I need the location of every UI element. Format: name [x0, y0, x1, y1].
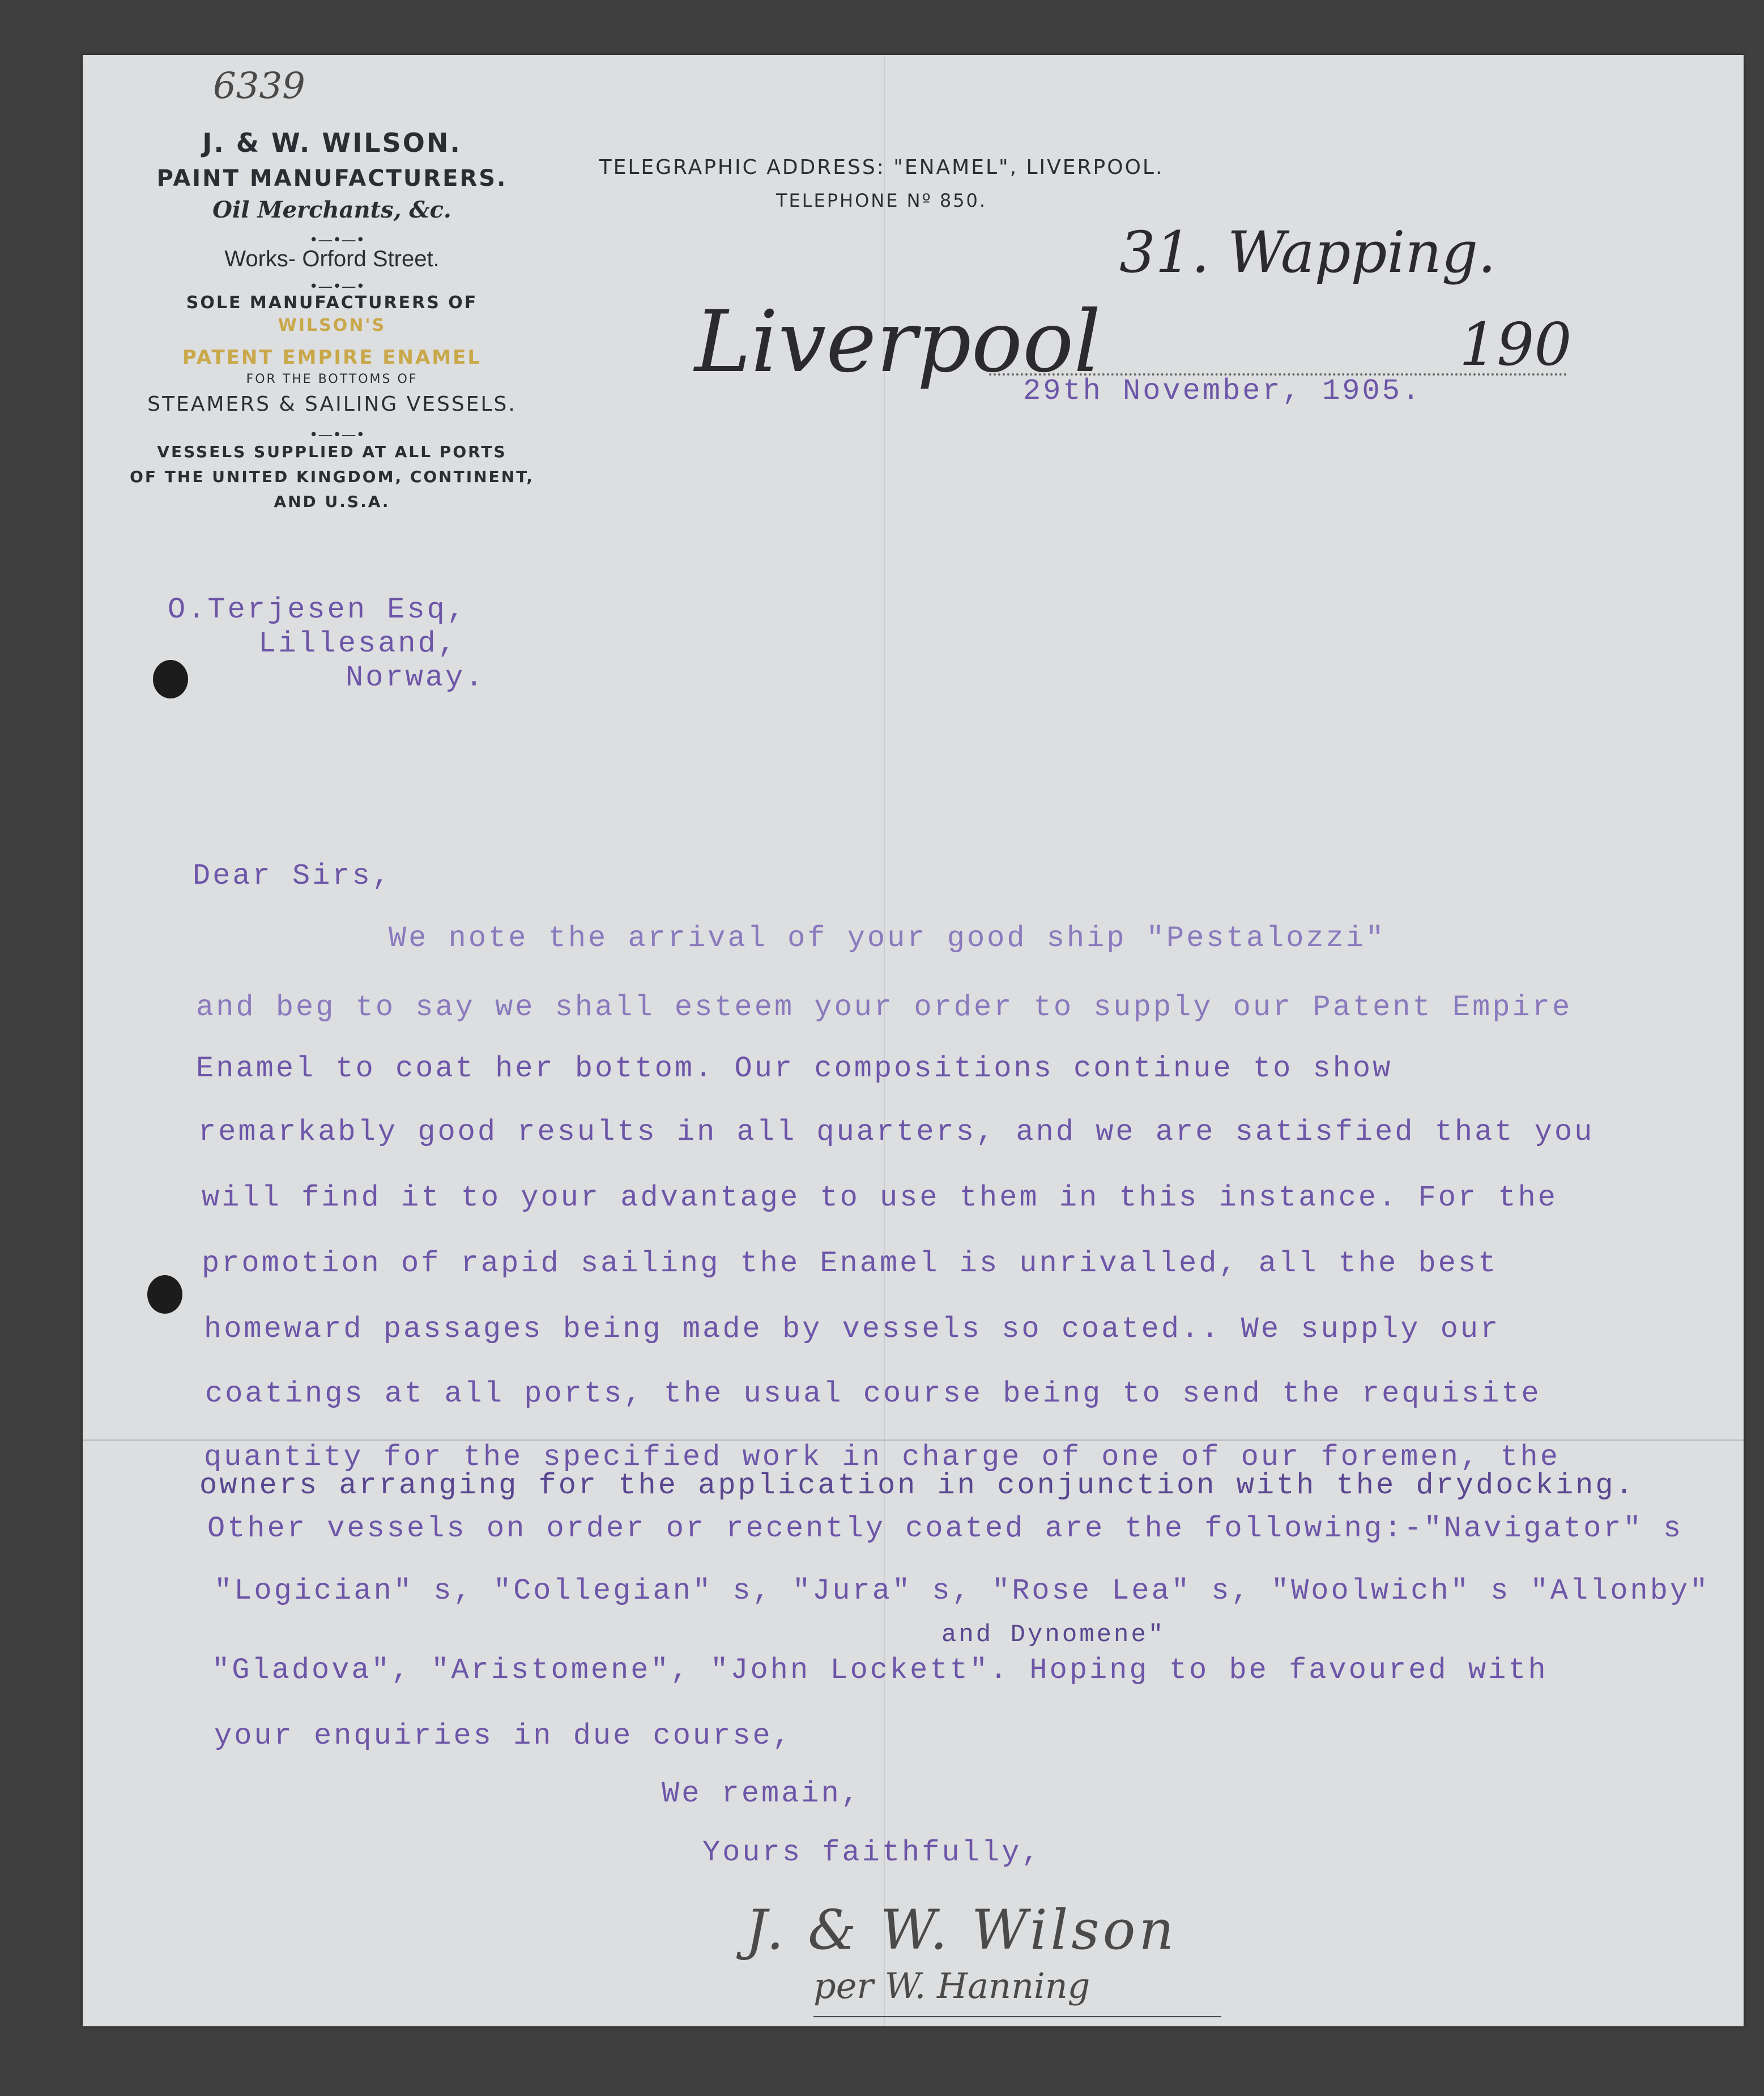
street-address: 31. Wapping. [1119, 219, 1496, 286]
ports-line-2: OF THE UNITED KINGDOM, CONTINENT, [130, 467, 534, 486]
ornament-divider: •—•—• [309, 232, 365, 249]
ornament-divider: •—•—• [309, 278, 365, 295]
recipient-town: Lillesand, [258, 627, 458, 661]
punch-hole [147, 1275, 182, 1314]
city-name: Liverpool [694, 293, 1101, 391]
brand-name: WILSON'S [278, 316, 386, 335]
closing-faithfully: Yours faithfully, [702, 1836, 1042, 1869]
body-line: your enquiries in due course, [214, 1719, 792, 1753]
company-trade: PAINT MANUFACTURERS. [156, 165, 508, 191]
ornament-divider: •—•—• [309, 427, 365, 444]
ports-line-1: VESSELS SUPPLIED AT ALL PORTS [157, 442, 507, 461]
ports-line-3: AND U.S.A. [274, 492, 390, 511]
body-line: quantity for the specified work in charge of one of our foremen, the [204, 1441, 1560, 1474]
body-line: "Logician" s, "Collegian" s, "Jura" s, "Rose Lea" s, "Woolwich" s "Allonby" [214, 1574, 1710, 1608]
telephone-number: TELEPHONE Nº 850. [776, 190, 987, 211]
signature-underline [813, 2016, 1221, 2017]
body-line: We note the arrival of your good ship "Pestalozzi" [389, 922, 1386, 955]
body-line: owners arranging for the application in conjunction with the drydocking. [199, 1469, 1635, 1502]
for-bottoms: FOR THE BOTTOMS OF [246, 372, 418, 386]
punch-hole [153, 660, 188, 698]
recipient-name: O.Terjesen Esq, [168, 593, 467, 627]
letter-sheet [83, 55, 1744, 2026]
salutation: Dear Sirs, [193, 859, 393, 893]
interlinear-insertion: and Dynomene" [941, 1621, 1166, 1649]
closing-remain: We remain, [662, 1777, 862, 1810]
body-line: coatings at all ports, the usual course being to send the requisite [205, 1377, 1541, 1411]
body-line: "Gladova", "Aristomene", "John Lockett". Hoping to be favoured with [212, 1654, 1548, 1687]
recipient-country: Norway. [346, 661, 485, 695]
body-line: promotion of rapid sailing the Enamel is unrivalled, all the best [202, 1247, 1498, 1280]
signature-per: per W. Hanning [813, 1965, 1090, 2006]
works-address: Works- Orford Street. [224, 246, 440, 271]
body-line: homeward passages being made by vessels so coated.. We supply our [204, 1313, 1501, 1346]
body-line: and beg to say we shall esteem your order to supply our Patent Empire [196, 991, 1573, 1024]
body-line: remarkably good results in all quarters, and we are satisfied that you [198, 1115, 1595, 1149]
body-line: will find it to your advantage to use them in this instance. For the [202, 1181, 1558, 1215]
telegraphic-address: TELEGRAPHIC ADDRESS: "ENAMEL", LIVERPOOL. [599, 156, 1164, 179]
letter-date: 29th November, 1905. [1023, 374, 1422, 408]
body-line: Enamel to coat her bottom. Our compositions continue to show [196, 1052, 1393, 1085]
vessel-types: STEAMERS & SAILING VESSELS. [147, 393, 517, 416]
signature: J. & W. Wilson [745, 1898, 1178, 1962]
body-line: Other vessels on order or recently coated are the following:-"Navigator" s [207, 1512, 1684, 1545]
year-prefix: 190 [1459, 310, 1572, 379]
company-name: J. & W. WILSON. [202, 127, 462, 158]
company-merchants: Oil Merchants, &c. [212, 197, 451, 223]
product-name: PATENT EMPIRE ENAMEL [182, 346, 482, 369]
sole-manufacturers: SOLE MANUFACTURERS OF [186, 293, 478, 313]
archive-number: 6339 [213, 65, 305, 107]
